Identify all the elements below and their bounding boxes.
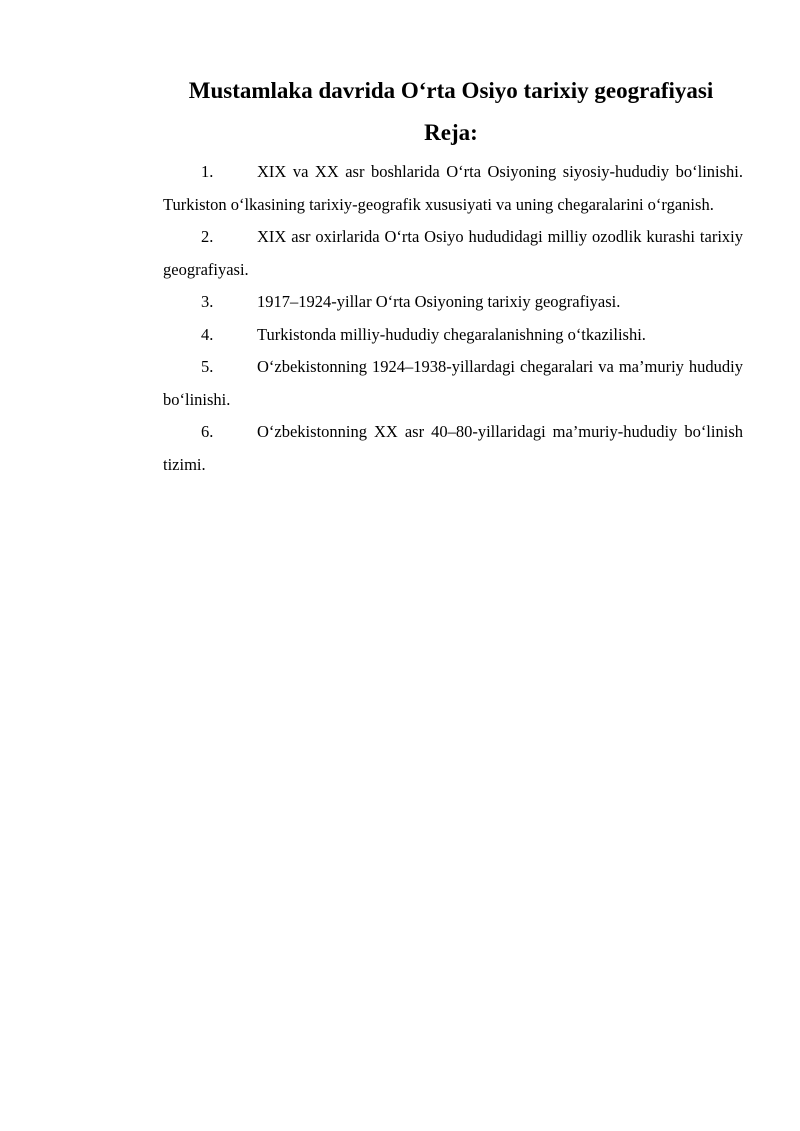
plan-item-number: 6. [201, 422, 214, 441]
plan-item-text: 1917–1924-yillar O‘rta Osiyoning tarixiy geografiyasi. [257, 292, 621, 311]
plan-heading: Reja: [424, 120, 478, 145]
plan-item-number: 1. [201, 162, 214, 181]
plan-list [163, 156, 743, 481]
plan-item-text: O‘zbekistonning 1924–1938-yillardagi chegaralari va ma’muriy hududiy bo‘linishi. [163, 357, 743, 409]
document-title: Mustamlaka davrida O‘rta Osiyo tarixiy geografiyasi [188, 78, 714, 103]
plan-item-text: Turkistonda milliy-hududiy chegaralanishning o‘tkazilishi. [257, 324, 646, 344]
plan-item [163, 416, 743, 481]
plan-item-text: XIX va XX asr boshlarida O‘rta Osiyoning siyosiy-hududiy bo‘linishi. Turkiston o‘lkasining tarixiy-geografik xususiyati va uning chegaralarini o‘rganish. [163, 162, 743, 214]
plan-item-number: 3. [201, 292, 214, 311]
plan-item-number: 2. [201, 227, 214, 246]
plan-item [163, 286, 743, 319]
plan-item-number: 5. [201, 357, 214, 376]
plan-item-text: O‘zbekistonning XX asr 40–80-yillaridagi ma’muriy-hududiy bo‘linish tizimi. [163, 422, 743, 474]
plan-item-text: XIX asr oxirlarida O‘rta Osiyo hududidagi milliy ozodlik kurashi tarixiy geografiyasi. [163, 227, 743, 279]
plan-item [163, 351, 743, 416]
plan-item [163, 221, 743, 286]
plan-item [163, 156, 743, 221]
plan-item [163, 319, 743, 352]
plan-item-number: 4. [201, 324, 214, 344]
